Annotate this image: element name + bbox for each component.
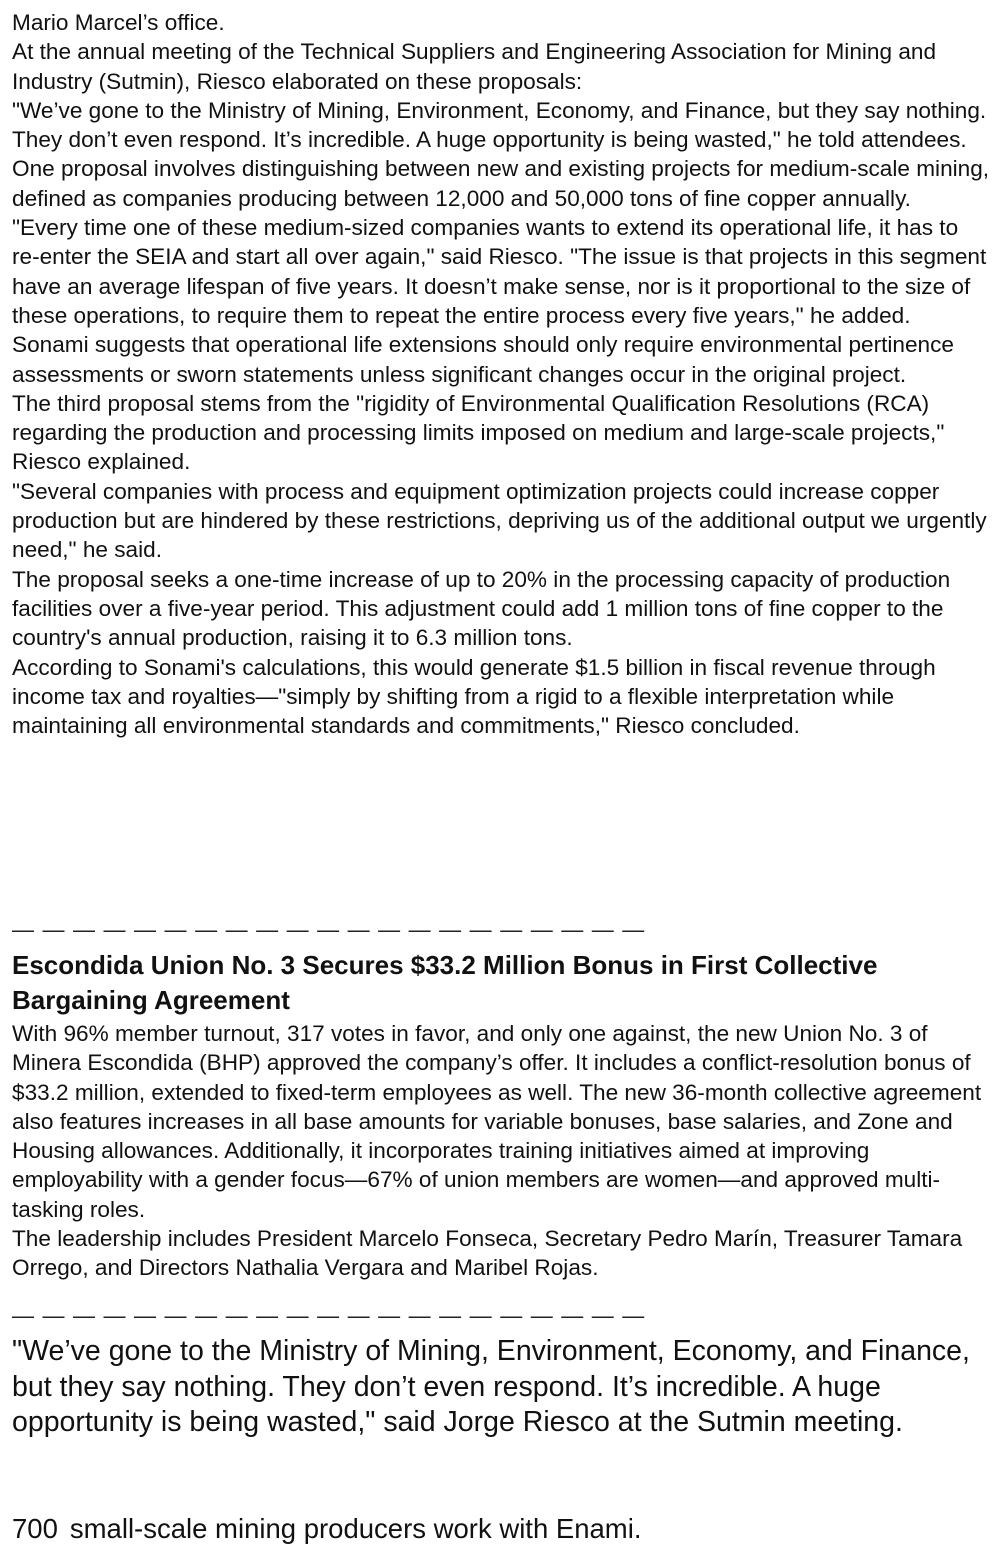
paragraph: According to Sonami's calculations, this would generate $1.5 billion in fiscal revenue through income tax and royalties—"simply by shifting from a rigid to a flexible interpretation while maintaining all environmental standards and commitments," Riesco concluded. (12, 654, 936, 739)
fact-number: 700 (12, 1513, 58, 1544)
pull-quote: "We’ve gone to the Ministry of Mining, Environment, Economy, and Finance, but they say nothing. They don’t even respond. It’s incredible. A huge opportunity is being wasted," said Jorge Riesco at the Sutmin meeting. (12, 1335, 970, 1438)
paragraph: The proposal seeks a one-time increase of up to 20% in the processing capacity of production facilities over a five-year period. This adjustment could add 1 million tons of fine copper to the country's annual production, raising it to 6.3 million tons. (12, 566, 951, 651)
paragraph: Sonami suggests that operational life extensions should only require environmental pertinence assessments or sworn statements unless significant changes occur in the original project. (12, 332, 954, 387)
paragraph: Mario Marcel’s office. (12, 10, 225, 35)
section-divider: — — — — — — — — — — — — — — — — — — — — — (12, 1303, 646, 1328)
section-divider: — — — — — — — — — — — — — — — — — — — — — (12, 917, 646, 942)
fact-box (12, 1512, 641, 1546)
article-sonami-proposals (12, 8, 992, 740)
paragraph: "We’ve gone to the Ministry of Mining, Environment, Economy, and Finance, but they say nothing. They don’t even respond. It’s incredible. A huge opportunity is being wasted," he told attendees. (12, 97, 987, 153)
article-escondida-union (12, 948, 992, 1283)
paragraph: The third proposal stems from the "rigidity of Environmental Qualification Resolutions (RCA) regarding the production and processing limits imposed on medium and large-scale projects," Riesco explained. (12, 390, 945, 475)
paragraph: One proposal involves distinguishing between new and existing projects for medium-scale mining, defined as companies producing between 12,000 and 50,000 tons of fine copper annually. (12, 156, 990, 211)
paragraph: The leadership includes President Marcelo Fonseca, Secretary Pedro Marín, Treasurer Tamara Orrego, and Directors Nathalia Vergara and Maribel Rojas. (12, 1226, 963, 1281)
paragraph: At the annual meeting of the Technical Suppliers and Engineering Association for Mining and Industry (Sutmin), Riesco elaborated on these proposals: (12, 39, 937, 94)
paragraph: With 96% member turnout, 317 votes in favor, and only one against, the new Union No. 3 of Minera Escondida (BHP) approved the company’s offer. It includes a conflict-resolution bonus of $33.2 million, extended to fixed-term employees as well. The new 36-month collective agreement also features increases in all base amounts for variable bonuses, base salaries, and Zone and Housing allowances. Additionally, it incorporates training initiatives aimed at improving employability with a gender focus—67% of union members are women—and approved multi-tasking roles. (12, 1021, 982, 1222)
paragraph: "Every time one of these medium-sized companies wants to extend its operational life, it has to re-enter the SEIA and start all over again," said Riesco. "The issue is that projects in this segment have an average lifespan of five years. It doesn’t make sense, nor is it proportional to the size of these operations, to require them to repeat the entire process every five years," he added. (12, 215, 987, 328)
fact-text: small-scale mining producers work with Enami. (69, 1513, 642, 1544)
paragraph: "Several companies with process and equipment optimization projects could increase copper production but are hindered by these restrictions, depriving us of the additional output we urgently need," he said. (12, 478, 987, 563)
article-headline: Escondida Union No. 3 Secures $33.2 Million Bonus in First Collective Bargaining Agreement (12, 950, 878, 1015)
